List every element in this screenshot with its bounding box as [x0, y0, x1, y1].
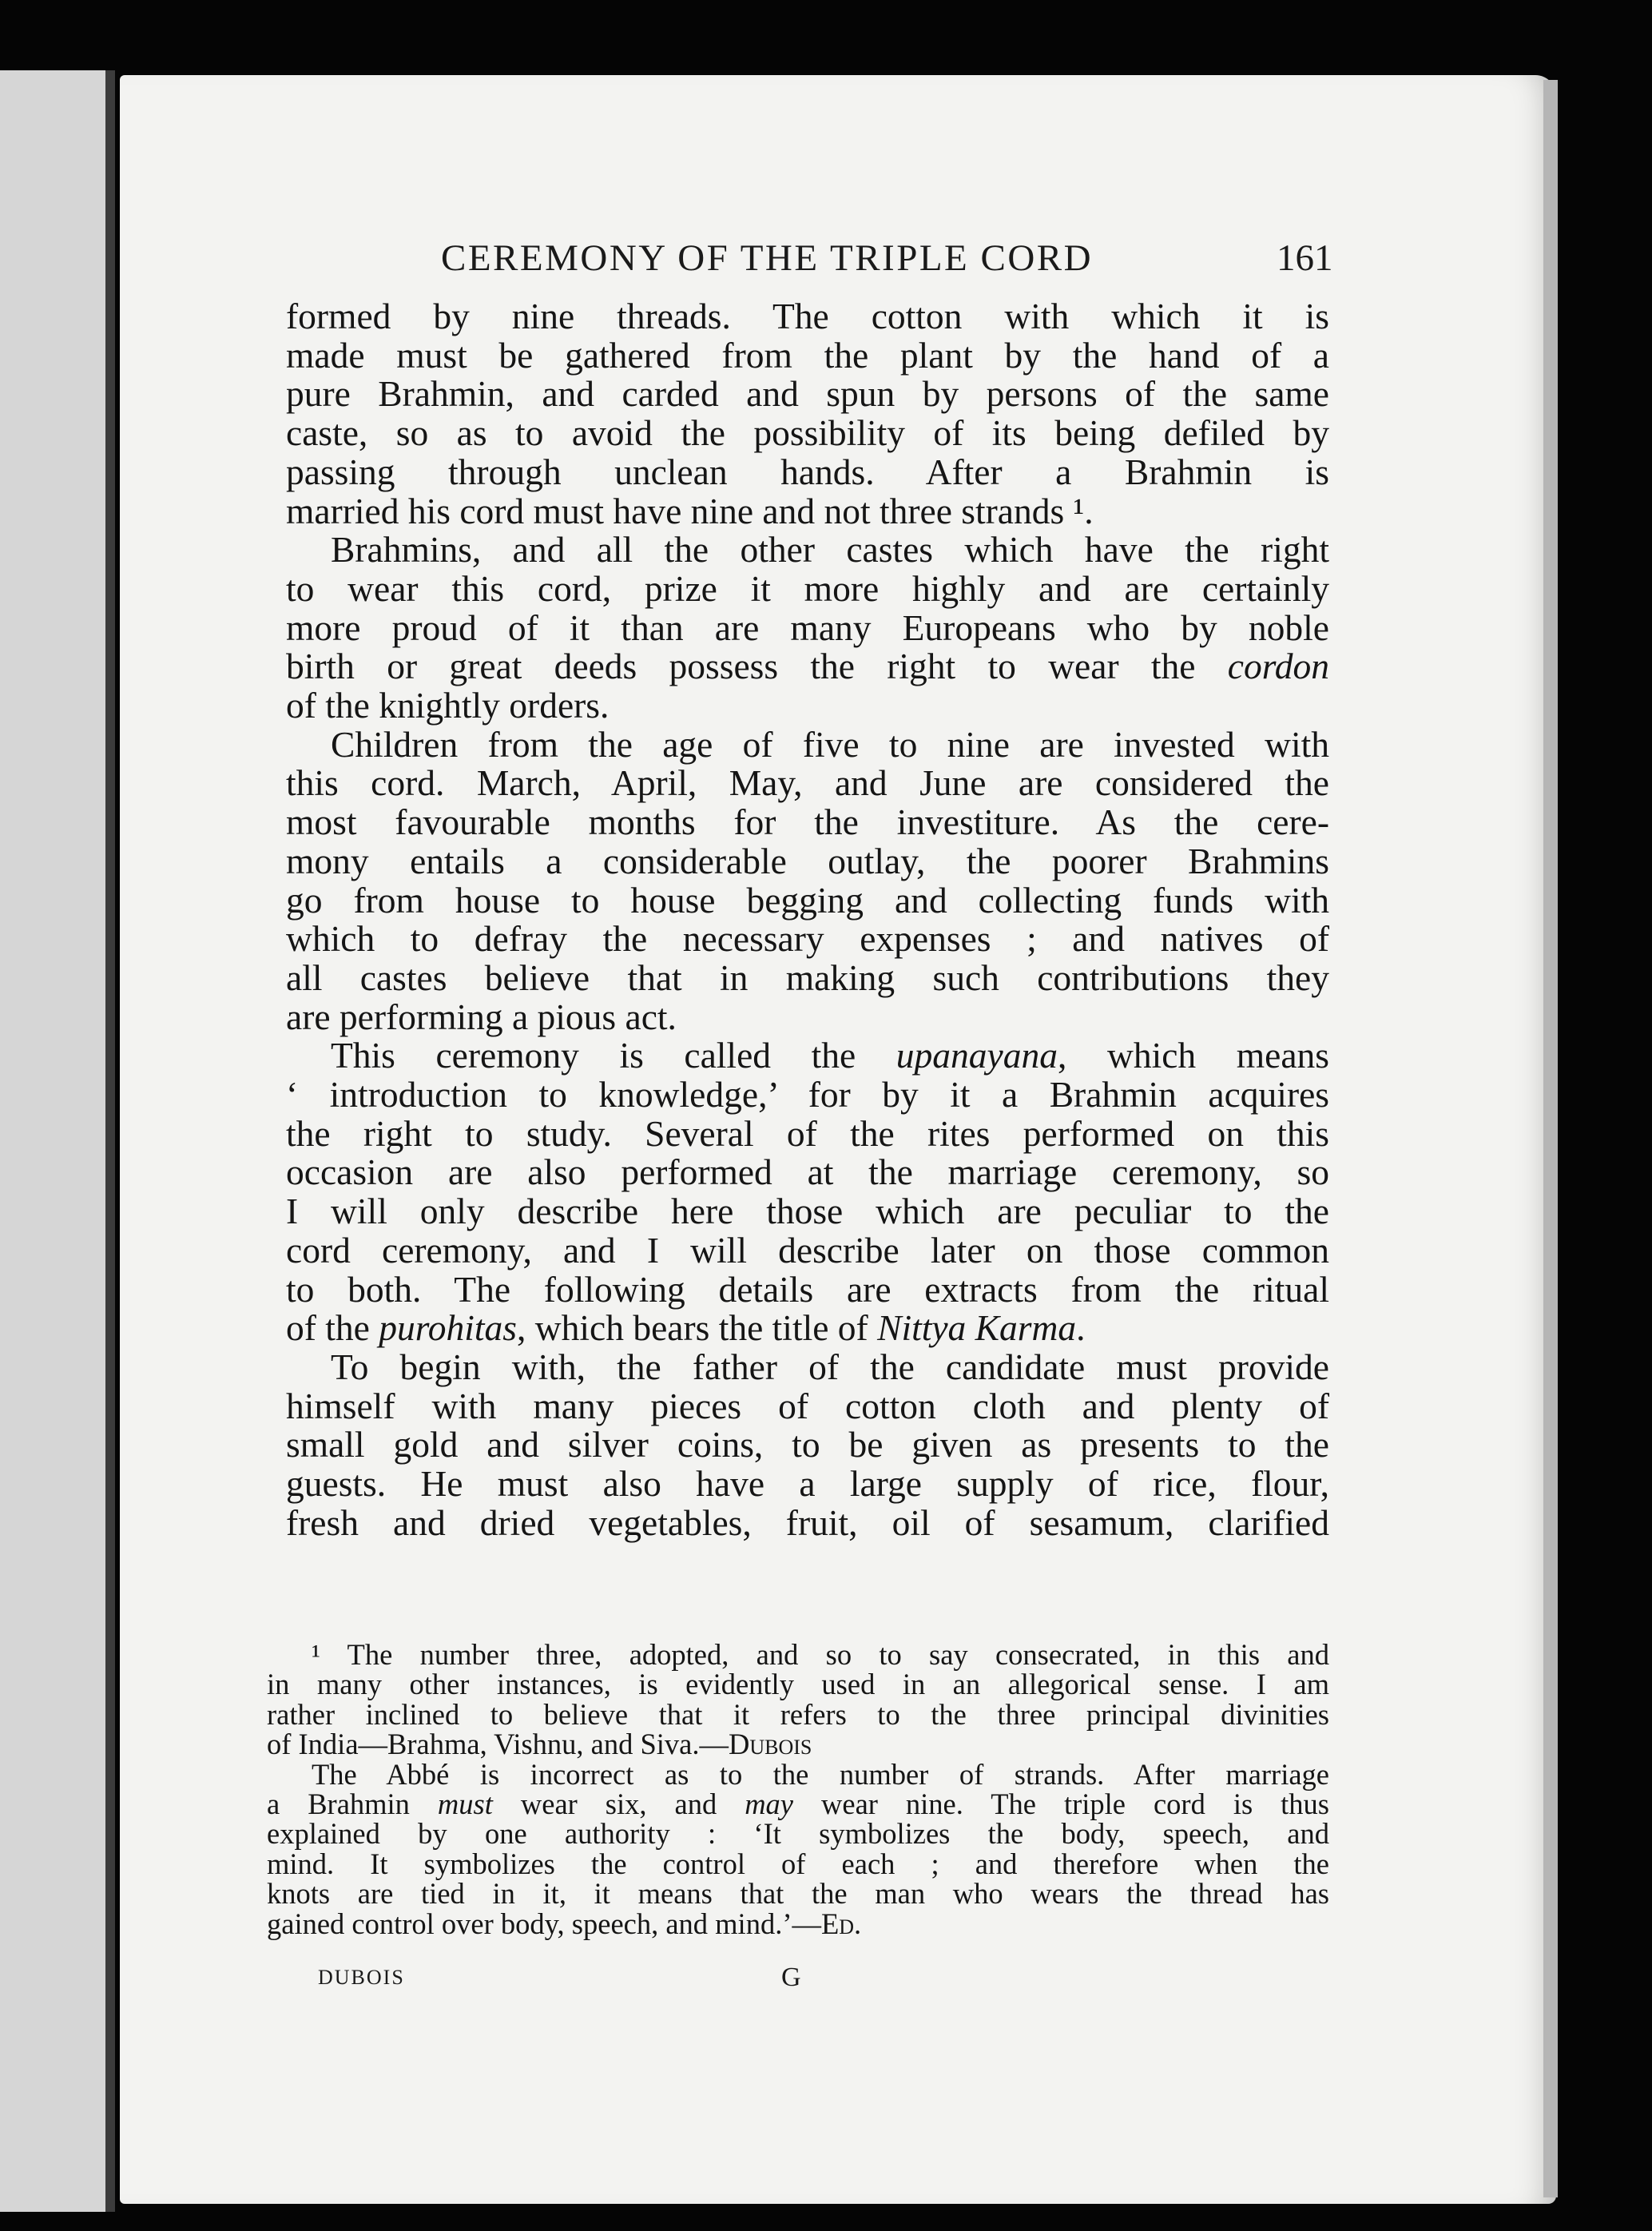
- text-line: To begin with, the father of the candidate must provide: [331, 1346, 1329, 1387]
- text-line: occasion are also performed at the marriage ceremony, so: [286, 1151, 1329, 1193]
- text-line: Brahmins, and all the other castes which have the right: [331, 529, 1329, 571]
- text-line: small gold and silver coins, to be given as presents to the: [286, 1424, 1329, 1465]
- footnote-line: in many other instances, is evidently used in an allegorical sense. I am: [267, 1668, 1329, 1701]
- footnote-line: explained by one authority : ‘It symbolizes the body, speech, and: [267, 1817, 1329, 1851]
- footnote-line: gained control over body, speech, and mind.’—Ed.: [267, 1907, 862, 1940]
- text-line: go from house to house begging and collecting funds with: [286, 879, 1329, 921]
- body-text: [286, 297, 1329, 1543]
- text-line: of the knightly orders.: [286, 685, 610, 726]
- text-line: more proud of it than are many Europeans who by noble: [286, 606, 1329, 648]
- text-line: ‘ introduction to knowledge,’ for by it a Brahmin acquires: [286, 1074, 1329, 1116]
- text-line: This ceremony is called the upanayana, which means: [331, 1035, 1329, 1076]
- text-line: I will only describe here those which are peculiar to the: [286, 1191, 1329, 1232]
- text-line: mony entails a considerable outlay, the poorer Brahmins: [286, 840, 1329, 881]
- text-line: birth or great deeds possess the right to wear the cordon: [286, 646, 1329, 687]
- text-line: Children from the age of five to nine are invested with: [331, 723, 1329, 765]
- text-line: to wear this cord, prize it more highly and are certainly: [286, 567, 1329, 609]
- text-line: himself with many pieces of cotton cloth and plenty of: [286, 1385, 1329, 1426]
- text-line: passing through unclean hands. After a Brahmin is: [286, 451, 1329, 492]
- text-line: this cord. March, April, May, and June are considered the: [286, 762, 1329, 804]
- footer-signature-mark: G: [781, 1963, 801, 1992]
- text-line: caste, so as to avoid the possibility of its being defiled by: [286, 412, 1329, 454]
- footnote-line: knots are tied in it, it means that the man who wears the thread has: [267, 1877, 1329, 1911]
- text-line: pure Brahmin, and carded and spun by persons of the same: [286, 373, 1329, 415]
- running-head: CEREMONY OF THE TRIPLE CORD: [441, 237, 1094, 279]
- text-line: guests. He must also have a large supply of rice, flour,: [286, 1463, 1329, 1505]
- footnote-line: a Brahmin must wear six, and may wear nine. The triple cord is thus: [267, 1788, 1329, 1821]
- text-line: formed by nine threads. The cotton with which it is: [286, 296, 1329, 336]
- footnote-line: rather inclined to believe that it refers to the three principal divinities: [267, 1697, 1329, 1731]
- footer-author-mark: DUBOIS: [318, 1966, 405, 1989]
- text-line: to both. The following details are extracts from the ritual: [286, 1268, 1329, 1310]
- text-line: most favourable months for the investiture. As the cere-: [286, 801, 1329, 843]
- footnote-line: mind. It symbolizes the control of each ; and therefore when the: [267, 1847, 1329, 1880]
- gutter-shadow: [105, 70, 115, 2212]
- footnote-line: ¹ The number three, adopted, and so to say consecrated, in this and: [312, 1638, 1329, 1671]
- text-line: are performing a pious act.: [286, 996, 677, 1037]
- footnote-line: of India—Brahma, Vishnu, and Siva.—Dubois: [267, 1728, 812, 1761]
- text-line: the right to study. Several of the rites performed on this: [286, 1112, 1329, 1154]
- footnotes: [267, 1640, 1329, 1939]
- text-line: fresh and dried vegetables, fruit, oil of sesamum, clarified: [286, 1501, 1329, 1543]
- text-line: cord ceremony, and I will describe later on those common: [286, 1229, 1329, 1271]
- text-line: which to defray the necessary expenses ; and natives of: [286, 918, 1329, 960]
- text-line: of the purohitas, which bears the title of Nittya Karma.: [286, 1307, 1086, 1349]
- page-fore-edge: [1543, 80, 1558, 2197]
- footnote-line: The Abbé is incorrect as to the number of strands. After marriage: [312, 1757, 1329, 1791]
- left-page-edge: [0, 70, 105, 2212]
- page-number: 161: [1277, 237, 1333, 279]
- text-line: married his cord must have nine and not three strands ¹.: [286, 490, 1094, 531]
- text-line: all castes believe that in making such contributions they: [286, 956, 1329, 998]
- text-line: made must be gathered from the plant by the hand of a: [286, 334, 1329, 376]
